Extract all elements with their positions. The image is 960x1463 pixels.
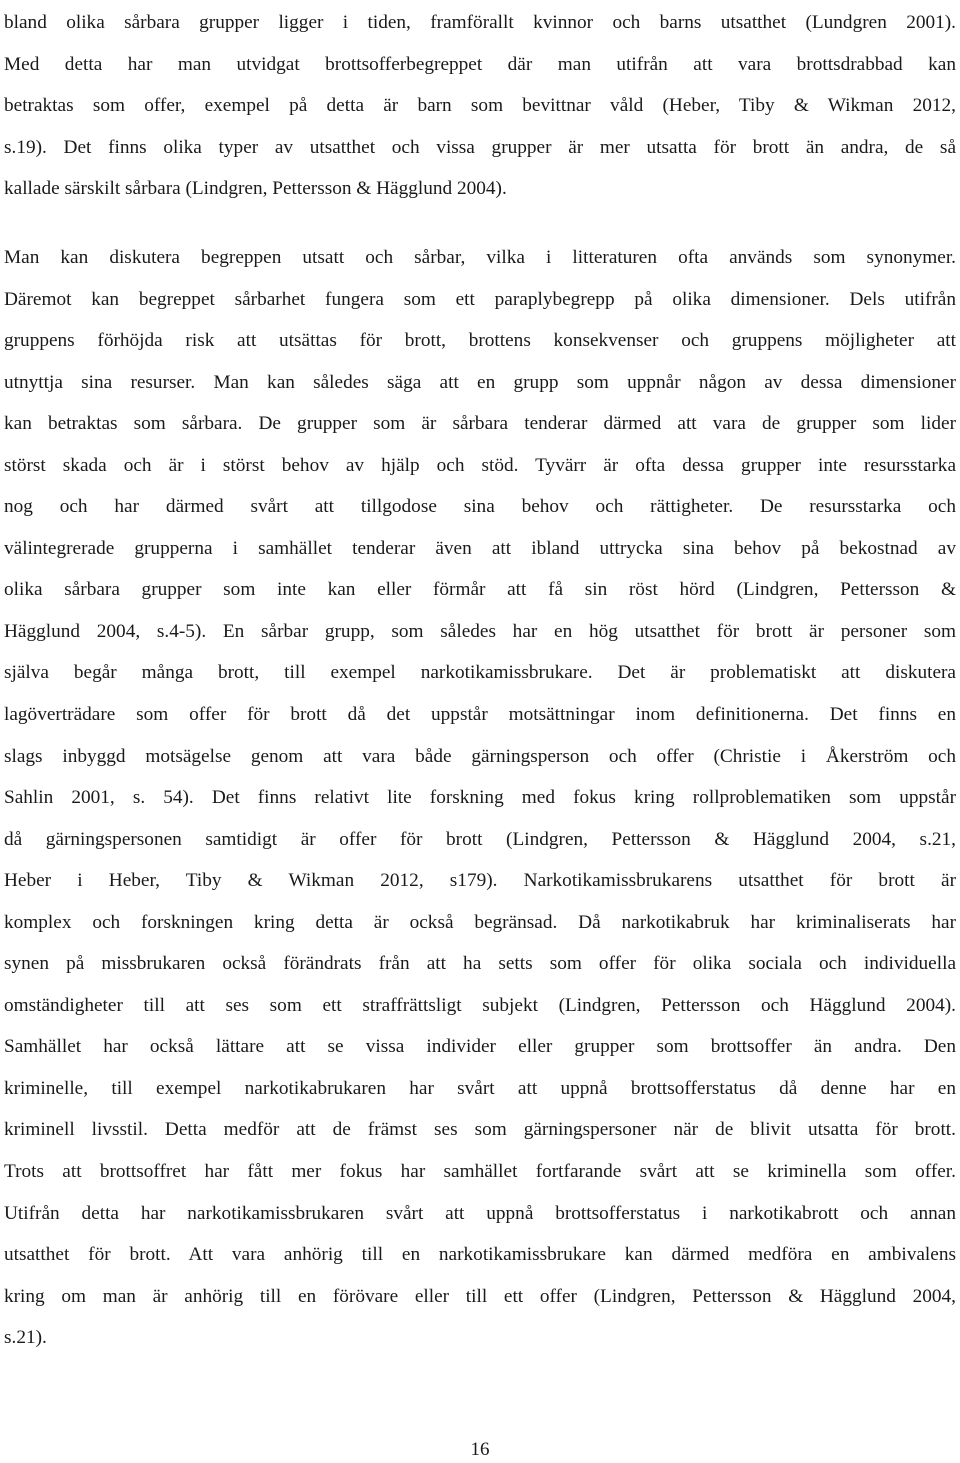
- paragraph-line: betraktas som offer, exempel på detta är barn som bevittnar våld (Heber, Tiby & Wikman 2012,: [4, 95, 956, 117]
- paragraph-line: Man kan diskutera begreppen utsatt och sårbar, vilka i litteraturen ofta används som synonymer.: [4, 247, 956, 268]
- paragraph-line: Utifrån detta har narkotikamissbrukaren svårt att uppnå brottsofferstatus i narkotikabrott och annan: [4, 1202, 956, 1224]
- paragraph-line: kriminelle, till exempel narkotikabrukaren har svårt att uppnå brottsofferstatus då denne har en: [4, 1077, 956, 1099]
- paragraph-line: Samhället har också lättare att se vissa individer eller grupper som brottsoffer än andra. Den: [4, 1036, 956, 1058]
- paragraph-line: då gärningspersonen samtidigt är offer för brott (Lindgren, Pettersson & Hägglund 2004, s.21,: [4, 828, 956, 850]
- page-number: 16: [470, 1439, 490, 1460]
- paragraph-line: kriminell livsstil. Detta medför att de främst ses som gärningspersoner när de blivit utsatta för brott.: [4, 1119, 956, 1141]
- paragraph-line: Sahlin 2001, s. 54). Det finns relativt lite forskning med fokus kring rollproblematiken som uppstår: [4, 787, 956, 809]
- paragraph-line: själva begår många brott, till exempel narkotikamissbrukare. Det är problematiskt att diskutera: [4, 662, 956, 684]
- paragraph-line: olika sårbara grupper som inte kan eller förmår att få sin röst hörd (Lindgren, Pettersson &: [4, 579, 956, 601]
- paragraph-line: välintegrerade grupperna i samhället tenderar även att ibland uttrycka sina behov på bekostnad av: [4, 537, 956, 559]
- paragraph-line: slags inbyggd motsägelse genom att vara både gärningsperson och offer (Christie i Åkerström och: [4, 745, 956, 767]
- paragraph-line: komplex och forskningen kring detta är också begränsad. Då narkotikabruk har kriminaliserats har: [4, 911, 956, 933]
- paragraph-line: bland olika sårbara grupper ligger i tiden, framförallt kvinnor och barns utsatthet (Lundgren 2001).: [4, 12, 956, 33]
- paragraph-line: utsatthet för brott. Att vara anhörig till en narkotikamissbrukare kan därmed medföra en ambivalens: [4, 1244, 956, 1266]
- paragraph-line: s.21).: [4, 1327, 47, 1349]
- paragraph-2: [4, 237, 956, 1359]
- paragraph-line: Hägglund 2004, s.4-5). En sårbar grupp, som således har en hög utsatthet för brott är personer som: [4, 620, 956, 642]
- paragraph-line: Heber i Heber, Tiby & Wikman 2012, s179). Narkotikamissbrukarens utsatthet för brott är: [4, 870, 956, 892]
- paragraph-line: omständigheter till att ses som ett straffrättsligt subjekt (Lindgren, Pettersson och Hägglund 2004).: [4, 994, 956, 1016]
- paragraph-line: Med detta har man utvidgat brottsofferbegreppet där man utifrån att vara brottsdrabbad kan: [4, 53, 956, 75]
- paragraph-line: synen på missbrukaren också förändrats från att ha setts som offer för olika sociala och individuella: [4, 953, 956, 975]
- paragraph-line: kallade särskilt sårbara (Lindgren, Pettersson & Hägglund 2004).: [4, 178, 507, 200]
- paragraph-line: Trots att brottsoffret har fått mer fokus har samhället fortfarande svårt att se kriminella som offer.: [4, 1161, 956, 1183]
- paragraph-line: nog och har därmed svårt att tillgodose sina behov och rättigheter. De resursstarka och: [4, 496, 956, 518]
- paragraph-line: kan betraktas som sårbara. De grupper som är sårbara tenderar därmed att vara de grupper som lider: [4, 413, 956, 435]
- paragraph-line: utnyttja sina resurser. Man kan således säga att en grupp som uppnår någon av dessa dimensioner: [4, 371, 956, 393]
- paragraph-line: Däremot kan begreppet sårbarhet fungera som ett paraplybegrepp på olika dimensioner. Dels utifrån: [4, 288, 956, 310]
- paragraph-line: gruppens förhöjda risk att utsättas för brott, brottens konsekvenser och gruppens möjligheter att: [4, 330, 956, 352]
- paragraph-line: lagöverträdare som offer för brott då det uppstår motsättningar inom definitionerna. Det finns en: [4, 704, 956, 726]
- paragraph-1: [4, 2, 956, 210]
- paragraph-line: kring om man är anhörig till en förövare eller till ett offer (Lindgren, Pettersson & Hägglund 2004,: [4, 1285, 956, 1307]
- paragraph-line: s.19). Det finns olika typer av utsatthet och vissa grupper är mer utsatta för brott än andra, de så: [4, 136, 956, 158]
- paragraph-line: störst skada och är i störst behov av hjälp och stöd. Tyvärr är ofta dessa grupper inte resursstarka: [4, 454, 956, 476]
